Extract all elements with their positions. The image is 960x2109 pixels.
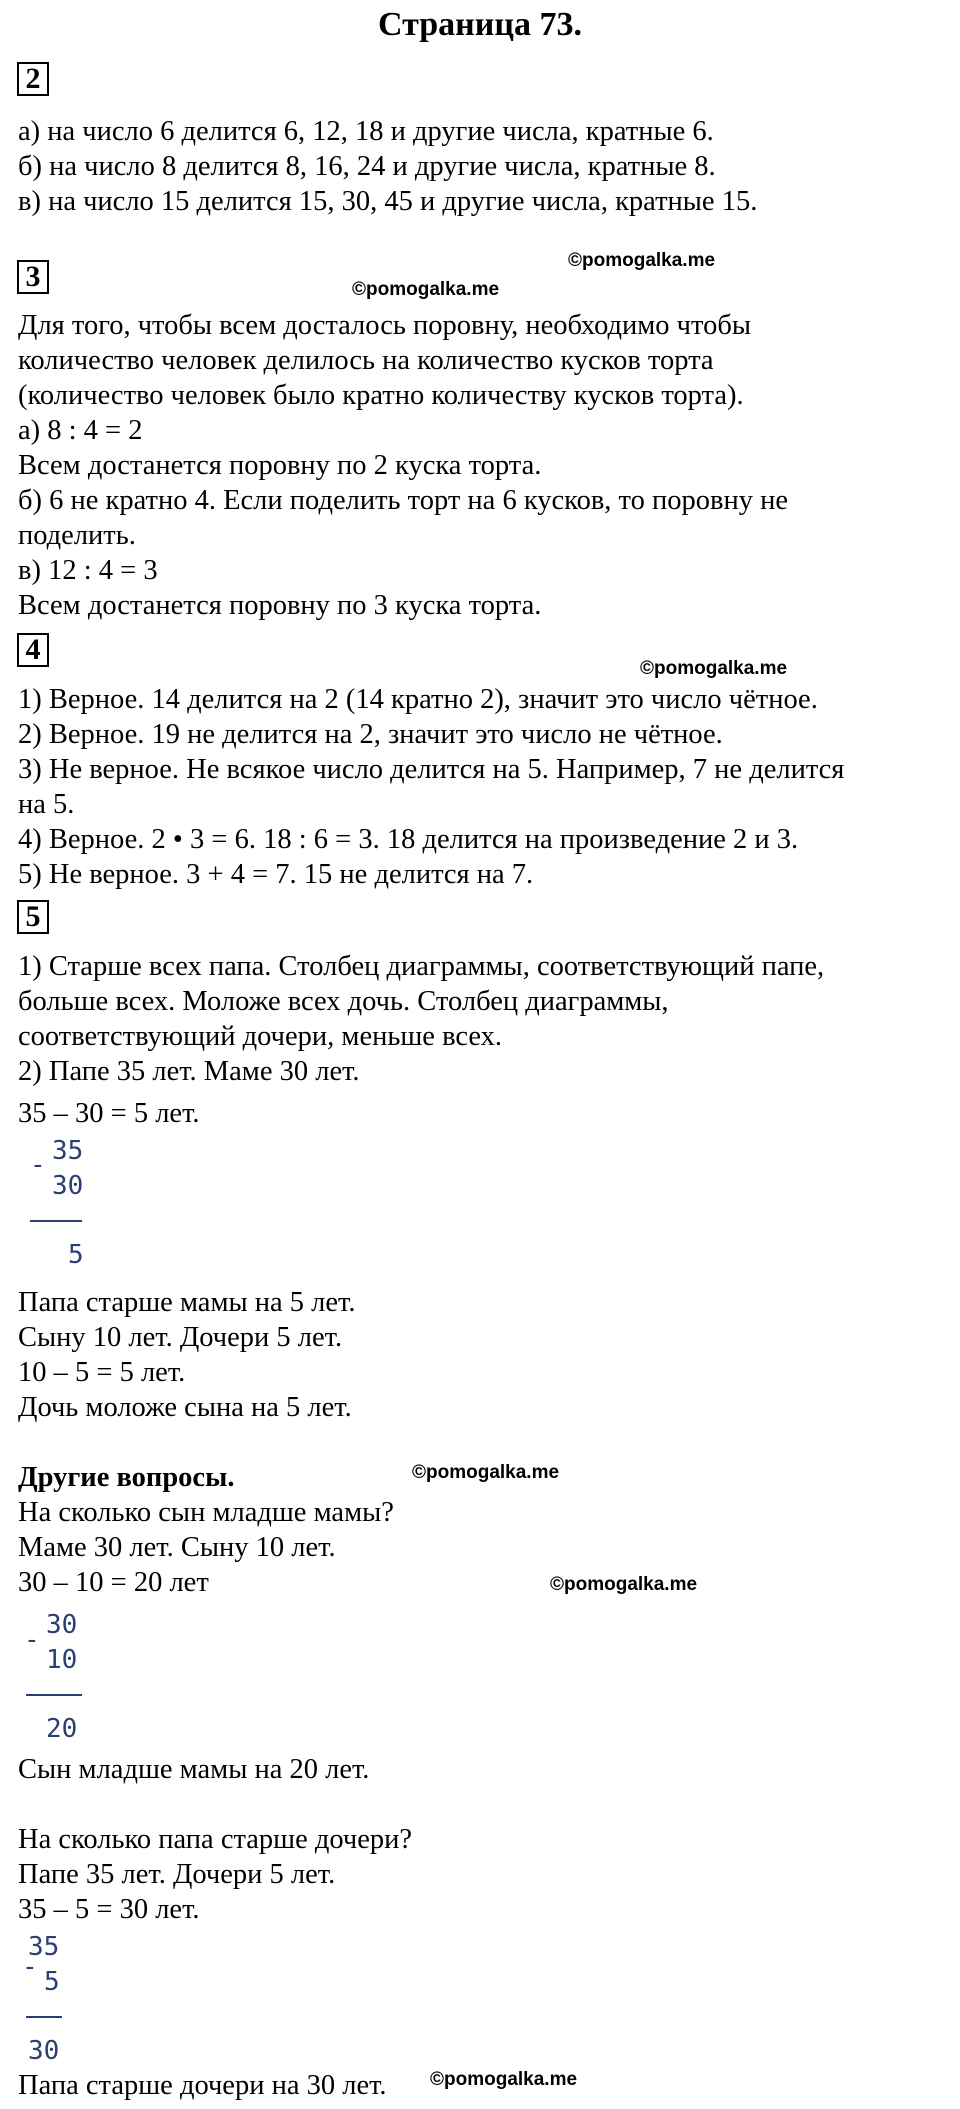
task4-line-4: на 5. [18,789,75,820]
task5b-line-3: 10 – 5 = 5 лет. [18,1357,186,1388]
watermark: ©pomogalka.me [640,658,788,679]
task3-line-3: (количество человек было кратно количеству кусков торта). [18,380,744,411]
task2-line-3: в) на число 15 делится 15, 30, 45 и другие числа, кратные 15. [18,186,758,217]
task-number-5: 5 [17,900,49,934]
task3-line-2: количество человек делилось на количество кусков торта [18,345,714,376]
other-questions-heading: Другие вопросы. [18,1462,235,1493]
task4-line-1: 1) Верное. 14 делится на 2 (14 кратно 2), значит это число чётное. [18,684,818,715]
task4-line-6: 5) Не верное. 3 + 4 = 7. 15 не делится на 7. [18,859,534,890]
calc3-result: 30 [28,2036,60,2066]
task5b-line-2: Сыну 10 лет. Дочери 5 лет. [18,1322,343,1353]
calc1-divider [30,1220,82,1222]
task5b-line-1: Папа старше мамы на 5 лет. [18,1287,356,1318]
task3-line-8: в) 12 : 4 = 3 [18,555,158,586]
watermark: ©pomogalka.me [412,1462,560,1483]
task4-line-3: 3) Не верное. Не всякое число делится на 5. Например, 7 не делится [18,754,845,785]
calc3-minus: - [22,1952,38,1982]
watermark: ©pomogalka.me [550,1574,698,1595]
task-number-4: 4 [17,633,49,667]
calc1-minus: - [30,1150,46,1180]
other2-line-3: 35 – 5 = 30 лет. [18,1894,200,1925]
other1-line-1: На сколько сын младше мамы? [18,1497,394,1528]
task2-line-1: а) на число 6 делится 6, 12, 18 и другие числа, кратные 6. [18,116,714,147]
task4-line-2: 2) Верное. 19 не делится на 2, значит это число не чётное. [18,719,723,750]
calc2-minus: - [24,1625,40,1655]
calc3-subtrahend: 5 [44,1967,60,1997]
watermark: ©pomogalka.me [352,279,500,300]
calc1-result: 5 [68,1240,84,1270]
task5-line-1: 1) Старше всех папа. Столбец диаграммы, соответствующий папе, [18,951,825,982]
watermark: ©pomogalka.me [430,2069,578,2090]
other1-line-3: 30 – 10 = 20 лет [18,1567,209,1598]
task3-line-7: поделить. [18,520,136,551]
task3-line-1: Для того, чтобы всем досталось поровну, необходимо чтобы [18,310,751,341]
task3-line-9: Всем достанется поровну по 3 куска торта. [18,590,542,621]
calc3-minuend: 35 [28,1932,60,1962]
task3-line-6: б) 6 не кратно 4. Если поделить торт на 6 кусков, то поровну не [18,485,788,516]
task4-line-5: 4) Верное. 2 • 3 = 6. 18 : 6 = 3. 18 делится на произведение 2 и 3. [18,824,799,855]
calc2-result: 20 [46,1714,78,1744]
other2-line-2: Папе 35 лет. Дочери 5 лет. [18,1859,336,1890]
calc1-minuend: 35 [52,1136,84,1166]
task3-line-5: Всем достанется поровну по 2 куска торта. [18,450,542,481]
calc2-subtrahend: 10 [46,1645,78,1675]
other1-line-2: Маме 30 лет. Сыну 10 лет. [18,1532,336,1563]
watermark: ©pomogalka.me [568,250,716,271]
task5-line-4: 2) Папе 35 лет. Маме 30 лет. [18,1056,360,1087]
task5-line-2: больше всех. Моложе всех дочь. Столбец диаграммы, [18,986,669,1017]
calc2-minuend: 30 [46,1610,78,1640]
calc1-subtrahend: 30 [52,1171,84,1201]
task5b-line-4: Дочь моложе сына на 5 лет. [18,1392,352,1423]
other1-answer: Сын младше мамы на 20 лет. [18,1754,370,1785]
task-number-3: 3 [17,260,49,294]
calc3-divider [26,2016,62,2018]
task5-line-5: 35 – 30 = 5 лет. [18,1098,200,1129]
task2-line-2: б) на число 8 делится 8, 16, 24 и другие числа, кратные 8. [18,151,716,182]
task5-line-3: соответствующий дочери, меньше всех. [18,1021,503,1052]
other2-line-1: На сколько папа старше дочери? [18,1824,413,1855]
task-number-2: 2 [17,62,49,96]
calc2-divider [26,1694,82,1696]
other2-answer: Папа старше дочери на 30 лет. [18,2070,387,2101]
page-title: Страница 73. [378,6,582,43]
task3-line-4: а) 8 : 4 = 2 [18,415,143,446]
